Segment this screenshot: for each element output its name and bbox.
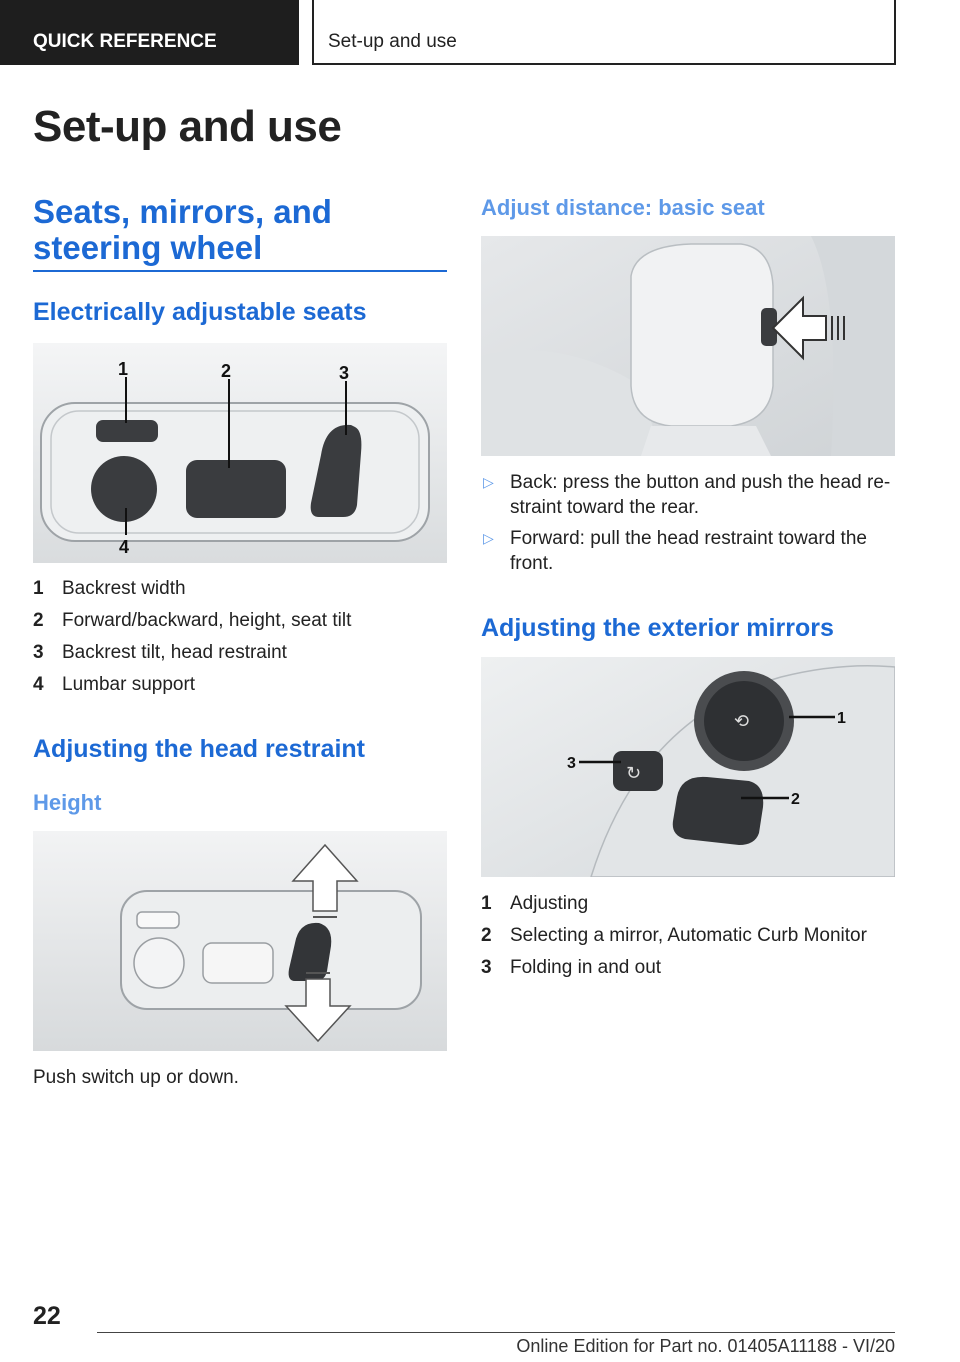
triangle-right-icon: ▷	[483, 530, 494, 546]
seat-controls-list	[33, 576, 447, 704]
mirror-callout-2: 2	[791, 791, 800, 808]
electric-seats-heading: Electrically adjustable seats	[33, 298, 367, 326]
callout-4: 4	[119, 537, 130, 557]
list-item: 4 Lumbar support	[33, 674, 196, 695]
section-title: Seats, mirrors, and steering wheel	[33, 193, 332, 266]
list-item: 1 Adjusting	[481, 893, 589, 914]
mirror-controls-figure	[481, 657, 895, 877]
list-item: ▷ Forward: pull the head restraint toward the front.	[483, 528, 867, 574]
callout-2: 2	[221, 361, 232, 381]
header-title: Set-up and use	[312, 0, 896, 65]
callout-3: 3	[339, 363, 350, 383]
mirror-controls-list	[481, 891, 895, 987]
mirror-callout-1: 1	[837, 710, 846, 727]
list-item: 2 Selecting a mirror, Automatic Curb Monitor	[481, 925, 867, 946]
page-title: Set-up and use	[33, 102, 342, 151]
list-item: 3 Backrest tilt, head restraint	[33, 642, 287, 663]
svg-text:↻: ↻	[626, 763, 642, 784]
distance-heading: Adjust distance: basic seat	[481, 195, 765, 220]
height-subheading: Height	[33, 790, 102, 815]
list-item: 1 Backrest width	[33, 578, 186, 599]
svg-text:⟲: ⟲	[734, 711, 750, 732]
page-number: 22	[33, 1302, 61, 1330]
seat-controls-figure	[33, 343, 447, 563]
callout-1: 1	[118, 359, 129, 379]
footer-edition: Online Edition for Part no. 01405A11188 - VI/20	[516, 1336, 895, 1356]
list-item: ▷ Back: press the button and push the head re-straint toward the rear.	[483, 472, 891, 518]
mirror-callout-3: 3	[567, 755, 576, 772]
section-rule	[33, 270, 447, 272]
mirrors-heading: Adjusting the exterior mirrors	[481, 614, 834, 642]
triangle-right-icon: ▷	[483, 474, 494, 490]
head-restraint-heading: Adjusting the head restraint	[33, 735, 365, 763]
head-restraint-distance-figure	[481, 236, 895, 456]
header-tab: QUICK REFERENCE	[0, 0, 299, 65]
head-restraint-height-figure	[33, 831, 447, 1051]
footer-rule	[97, 1332, 895, 1333]
distance-bullets	[481, 470, 895, 582]
height-caption: Push switch up or down.	[33, 1067, 239, 1088]
list-item: 3 Folding in and out	[481, 957, 662, 978]
list-item: 2 Forward/backward, height, seat tilt	[33, 610, 352, 631]
